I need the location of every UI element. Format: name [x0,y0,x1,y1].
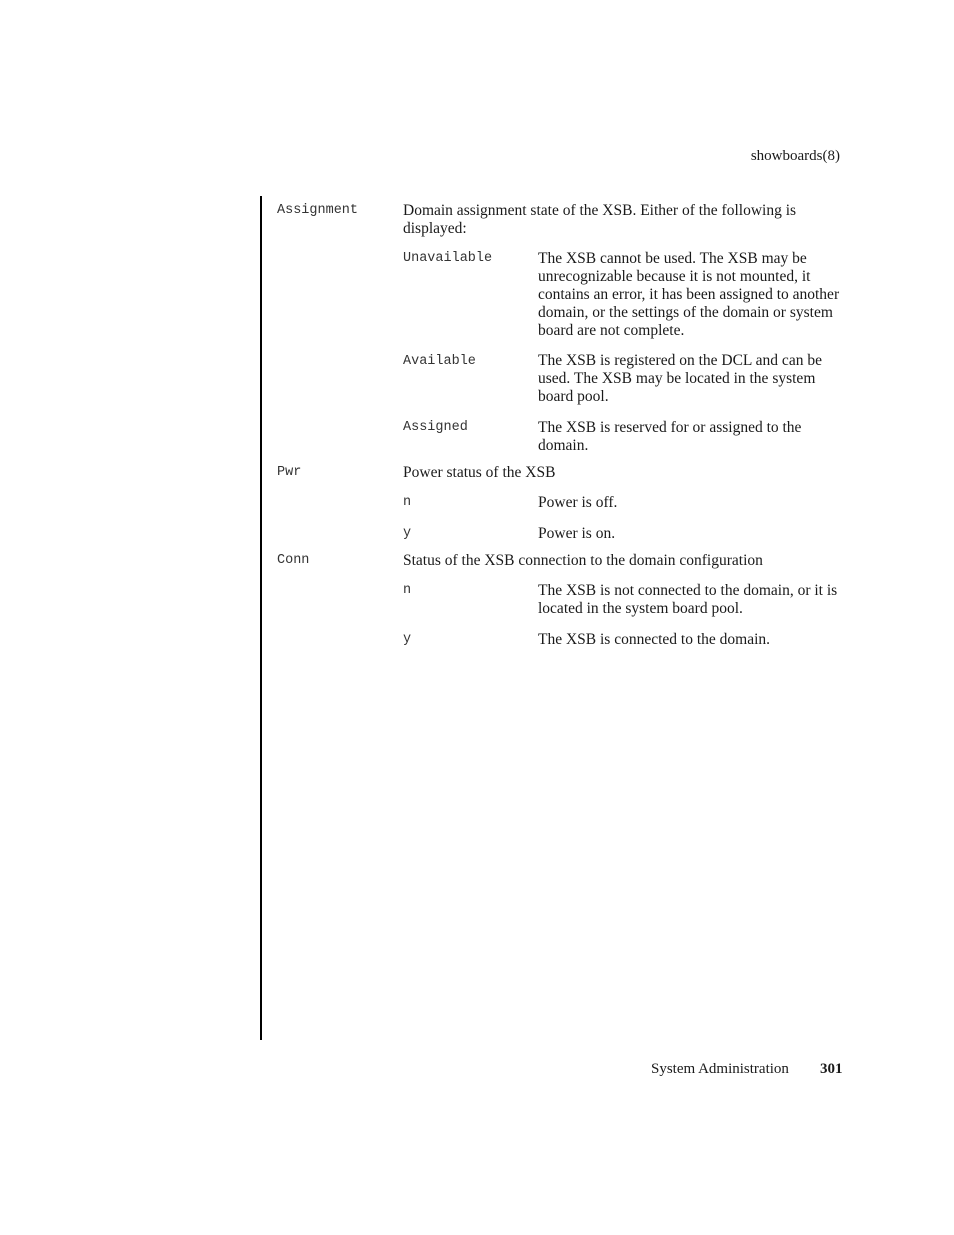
running-header: showboards(8) [750,148,840,164]
field-description-pwr: Power status of the XSB [403,464,556,481]
page-number: 301 [820,1061,843,1077]
change-bar [260,196,262,1040]
field-description-assignment: Domain assignment state of the XSB. Either of the following is displayed: [403,202,797,237]
footer-section-title: System Administration [651,1061,789,1077]
value-term-conn-n: n [403,583,412,598]
field-term-assignment: Assignment [277,203,359,218]
value-term-pwr-y: y [403,526,412,541]
value-term-unavailable: Unavailable [403,251,493,266]
value-term-assigned: Assigned [403,420,468,435]
value-term-pwr-n: n [403,495,412,510]
value-term-conn-y: y [403,632,412,647]
value-description-available: The XSB is registered on the DCL and can be used. The XSB may be located in the system board pool. [538,352,822,405]
value-description-assigned: The XSB is reserved for or assigned to the domain. [538,419,802,454]
field-term-conn: Conn [277,553,310,568]
value-description-conn-y: The XSB is connected to the domain. [538,631,771,648]
value-description-conn-n: The XSB is not connected to the domain, or it is located in the system board pool. [538,582,838,617]
value-term-available: Available [403,354,476,369]
value-description-pwr-n: Power is off. [538,494,618,511]
value-description-pwr-y: Power is on. [538,525,616,542]
value-description-unavailable: The XSB cannot be used. The XSB may be unrecognizable because it is not mounted, it contains an error, it has been assigned to another domain, or the settings of the domain or system board are not complete. [538,250,840,339]
field-description-conn: Status of the XSB connection to the domain configuration [403,552,763,569]
field-term-pwr: Pwr [277,465,302,480]
